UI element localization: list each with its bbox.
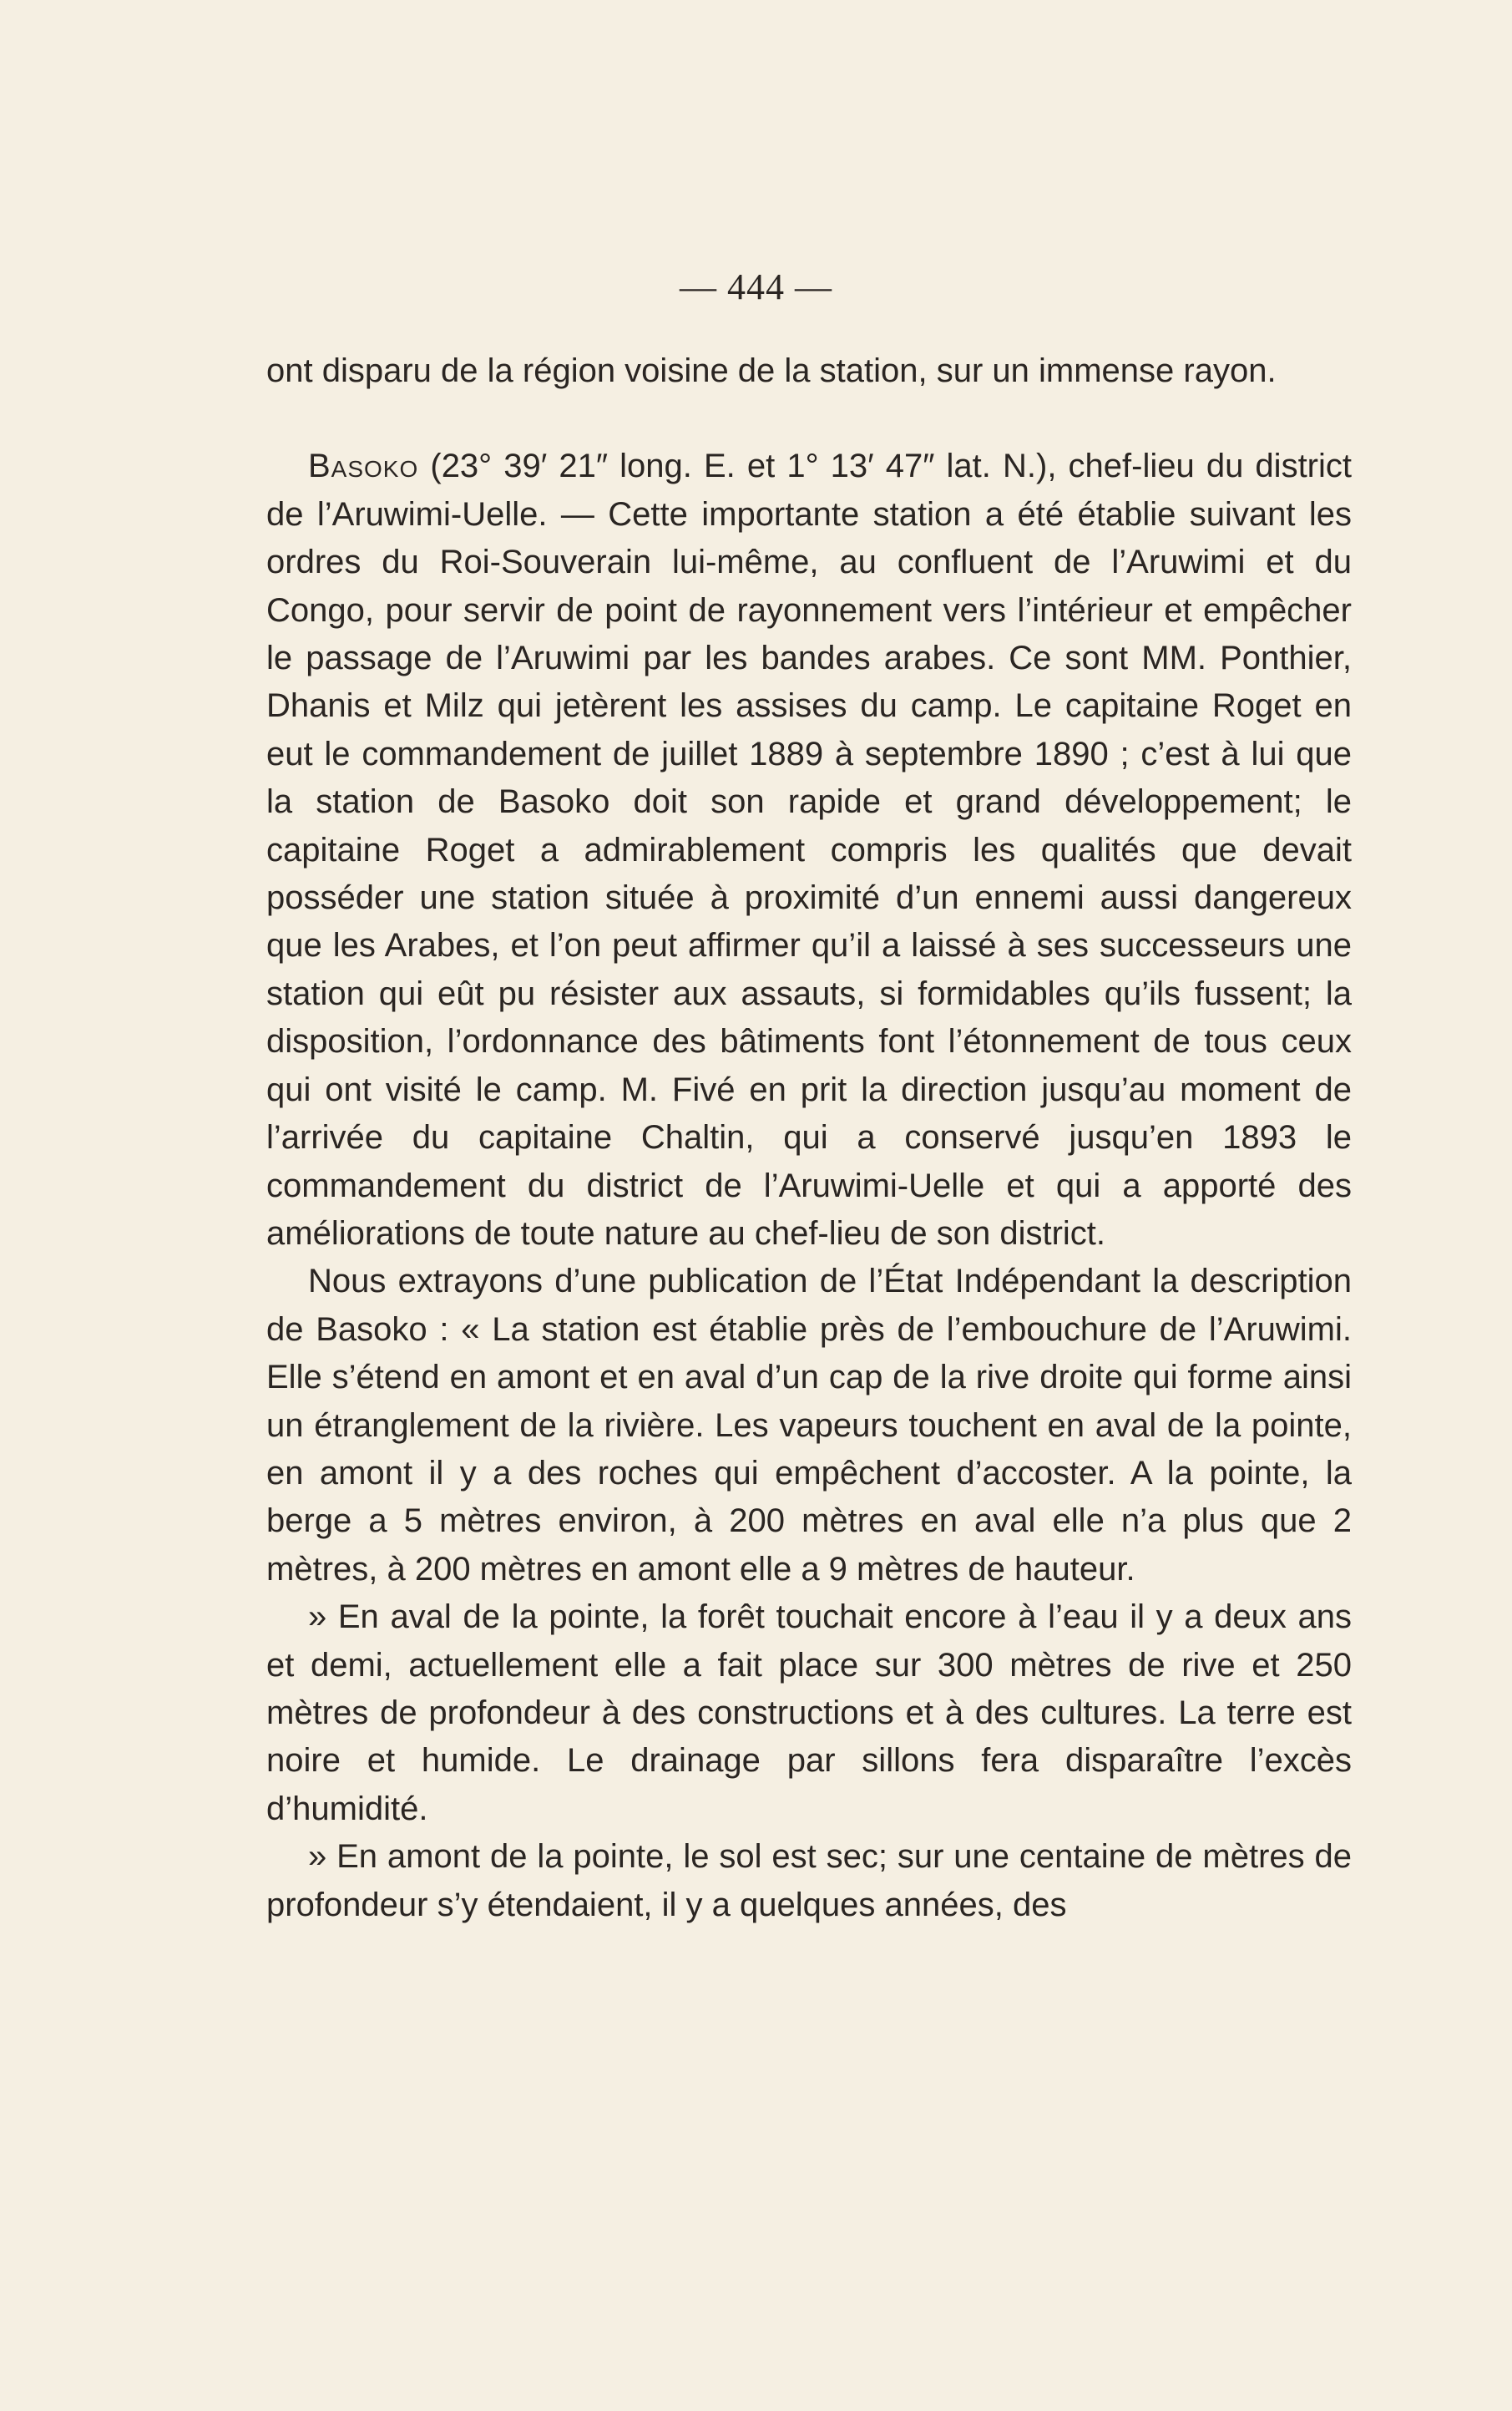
paragraph-basoko <box>266 443 1352 1258</box>
paragraph-gap <box>266 395 1352 443</box>
entry-text: (23° 39′ 21″ long. E. et 1° 13′ 47″ lat. N.), chef-lieu du district de l’Aruwimi-Uelle. — Cette importante station a été établie suivant les ordres du Roi-Souverain lui-même, au confluent de l’Aruwimi et du Congo, pour servir de point de rayonnement vers l’intérieur et empêcher le passage de l’Aruwimi par les bandes arabes. Ce sont MM. Ponthier, Dhanis et Milz qui jetèrent les assises du camp. Le capitaine Roget en eut le commandement de juillet 1889 à septembre 1890 ; c’est à lui que la station de Basoko doit son rapide et grand développement; le capitaine Roget a admirablement compris les qualités que devait posséder une station située à proximité d’un ennemi aussi dangereux que les Arabes, et l’on peut affirmer qu’il a laissé à ses successeurs une station qui eût pu résister aux assauts, si formidables qu’ils fussent; la disposition, l’ordonnance des bâtiments font l’étonnement de tous ceux qui ont visité le camp. M. Fivé en prit la direction jusqu’au moment de l’arrivée du capitaine Chaltin, qui a conservé jusqu’en 1893 le commandement du district de l’Aruwimi-Uelle et qui a apporté des améliorations de toute nature au chef-lieu de son district. <box>266 448 1352 1252</box>
paragraph-description: Nous extrayons d’une publication de l’État Indépendant la description de Basoko : « La station est établie près de l’embouchure de l’Aruwimi. Elle s’étend en amont et en aval d’un cap de la rive droite qui forme ainsi un étranglement de la rivière. Les vapeurs touchent en aval de la pointe, en amont il y a des roches qui empêchent d’accoster. A la pointe, la berge a 5 mètres environ, à 200 mètres en aval elle n’a plus que 2 mètres, à 200 mètres en amont elle a 9 mètres de hauteur. <box>266 1263 1352 1588</box>
page-number: — 444 — <box>680 266 832 307</box>
paragraph-aval: » En aval de la pointe, la forêt touchait encore à l’eau il y a deux ans et demi, actuellement elle a fait place sur 300 mètres de rive et 250 mètres de profondeur à des constructions et à des cultures. La terre est noire et humide. Le drainage par sillons fera disparaître l’excès d’humidité. <box>266 1598 1352 1827</box>
paragraph-amont: » En amont de la pointe, le sol est sec; sur une centaine de mètres de profondeur s’y étendaient, il y a quelques années, des <box>266 1838 1352 1923</box>
paragraph-continuation: ont disparu de la région voisine de la station, sur un immense rayon. <box>266 352 1277 389</box>
entry-title: Basoko <box>308 448 419 485</box>
body-text <box>266 347 1352 1929</box>
